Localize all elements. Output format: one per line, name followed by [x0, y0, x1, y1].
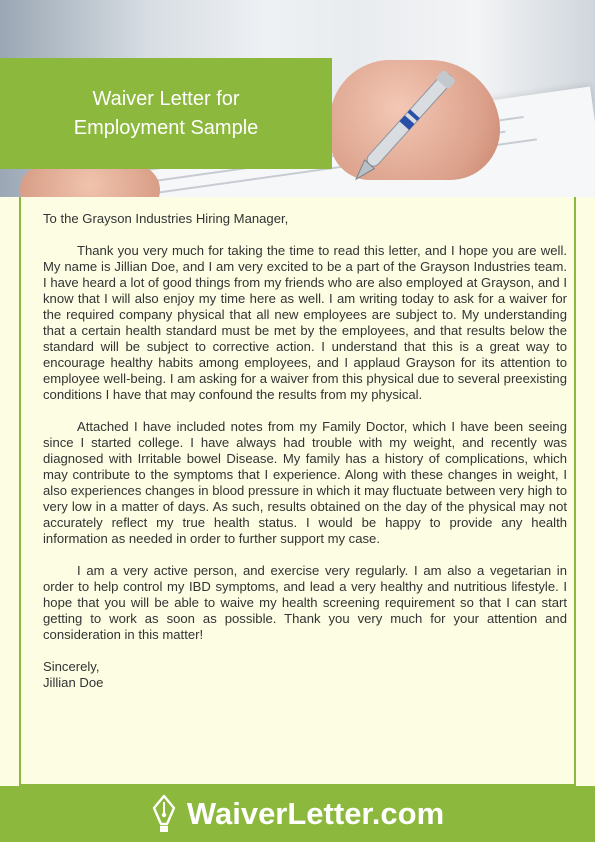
letter-salutation: To the Grayson Industries Hiring Manager, [43, 211, 289, 226]
letter-paragraph: I am a very active person, and exercise very regularly. I am also a vegetarian in order to help control my IBD symptoms, and lead a very healthy and nutritious lifestyle. I hope that you will be able to waive my health screening requirement so that I can start getting to work as soon as possible. Thank you very much for your attention and consideration in this matter! [43, 563, 567, 642]
pen-image [330, 45, 490, 195]
letter-paragraph: Thank you very much for taking the time to read this letter, and I hope you are well. My name is Jillian Doe, and I am very excited to be a part of the Grayson Industries team. I have heard a lot of good things from my friends who are also employed at Grayson, and I know that I will also enjoy my time here as well. I am writing today to ask for a waiver for the required company physical that all new employees are subject to. My understanding that a certain health standard must be met by the employees, and that results below the standard will be subject to corrective action. I understand that this is a great way to encourage healthy habits among employees, and I applaud Grayson for its attention to employee well-being. I am asking for a waiver from this physical due to several preexisting conditions I have that may confound the results from my physical. [43, 243, 567, 402]
footer-brand: WaiverLetter.com [186, 796, 445, 831]
page-title-line-2: Employment Sample [73, 116, 259, 139]
page-title-line-1: Waiver Letter for [92, 87, 240, 110]
letter-body [43, 211, 567, 691]
photo-hand-left [20, 165, 160, 197]
footer-banner [0, 786, 595, 842]
letter-closing: Sincerely, [43, 659, 100, 674]
title-banner [0, 58, 332, 169]
pen-nib-icon [151, 794, 177, 834]
letter-paragraph: Attached I have included notes from my Family Doctor, which I have been seeing since I started college. I have always had trouble with my weight, and recently was diagnosed with Irritable bowel Disease. My family has a history of complications, which may contribute to the symptoms that I experience. Along with these changes in weight, I also experiences changes in blood pressure in which it may fluctuate between very high to very low in a matter of days. As such, results obtained on the day of the physical may not accurately reflect my true health status. I would be happy to provide any health information as needed in order to further support my case. [43, 419, 567, 546]
letter-signature: Jillian Doe [43, 675, 104, 690]
